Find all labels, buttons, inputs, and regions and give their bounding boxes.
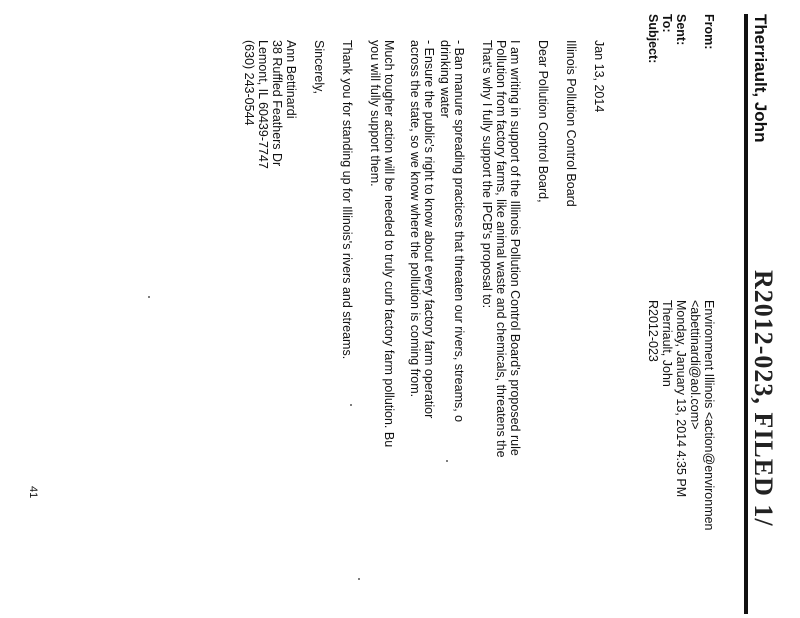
signature-name: Ann Bettinardi	[284, 40, 298, 119]
closing: Sincerely,	[312, 40, 326, 94]
page-number: 41	[27, 486, 39, 499]
scan-speck	[148, 296, 150, 298]
paragraph-2-line-2: you will fully support them.	[368, 40, 382, 187]
sent-label: Sent:	[674, 14, 688, 46]
to-value: Therriault, John	[660, 300, 674, 387]
subject-value: R2012-023	[646, 300, 660, 362]
letter-date: Jan 13, 2014	[592, 40, 606, 113]
filing-stamp: R2012-023, FILED 1/	[749, 270, 778, 527]
paragraph-1-line-3: That's why I fully support the IPCB's proposal to:	[480, 40, 494, 309]
to-label: To:	[660, 14, 674, 33]
header-name: Therriault, John	[751, 14, 770, 143]
from-label: From:	[702, 14, 716, 50]
sent-value: Monday, January 13, 2014 4:35 PM	[674, 300, 688, 498]
letter-salutation: Dear Pollution Control Board,	[536, 40, 550, 203]
signature-city: Lemont, IL 60439-7747	[256, 40, 270, 169]
scan-speck	[350, 404, 352, 406]
paragraph-3: Thank you for standing up for Illinois's rivers and streams.	[340, 40, 354, 360]
signature-phone: (630) 243-0544	[242, 40, 256, 126]
scan-speck	[358, 578, 360, 580]
subject-label: Subject:	[646, 14, 660, 64]
from-email: <abettinardi@aol.com>	[688, 300, 702, 430]
bullet-1-line-2: drinking water	[438, 40, 452, 118]
bullet-2-line-1: - Ensure the public's right to know about every factory farm operatior	[422, 40, 436, 419]
paragraph-1-line-2: Pollution from factory farms, like animal waste and chemicals, threatens the	[494, 40, 508, 458]
paragraph-2-line-1: Much tougher action will be needed to truly curb factory farm pollution. Bu	[382, 40, 396, 448]
from-value: Environment Illinois <action@environmen	[702, 300, 716, 531]
bullet-2-line-2: across the state, so we know where the pollution is coming from.	[408, 40, 422, 398]
scan-speck	[446, 460, 448, 462]
header-rule	[744, 14, 748, 614]
letter-recipient: Illinois Pollution Control Board	[564, 40, 578, 207]
paragraph-1-line-1: I am writing in support of the Illinois Pollution Control Board's proposed rule	[508, 40, 522, 456]
signature-street: 38 Ruffled Feathers Dr	[270, 40, 284, 167]
bullet-1-line-1: - Ban manure spreading practices that threaten our rivers, streams, o	[452, 40, 466, 423]
